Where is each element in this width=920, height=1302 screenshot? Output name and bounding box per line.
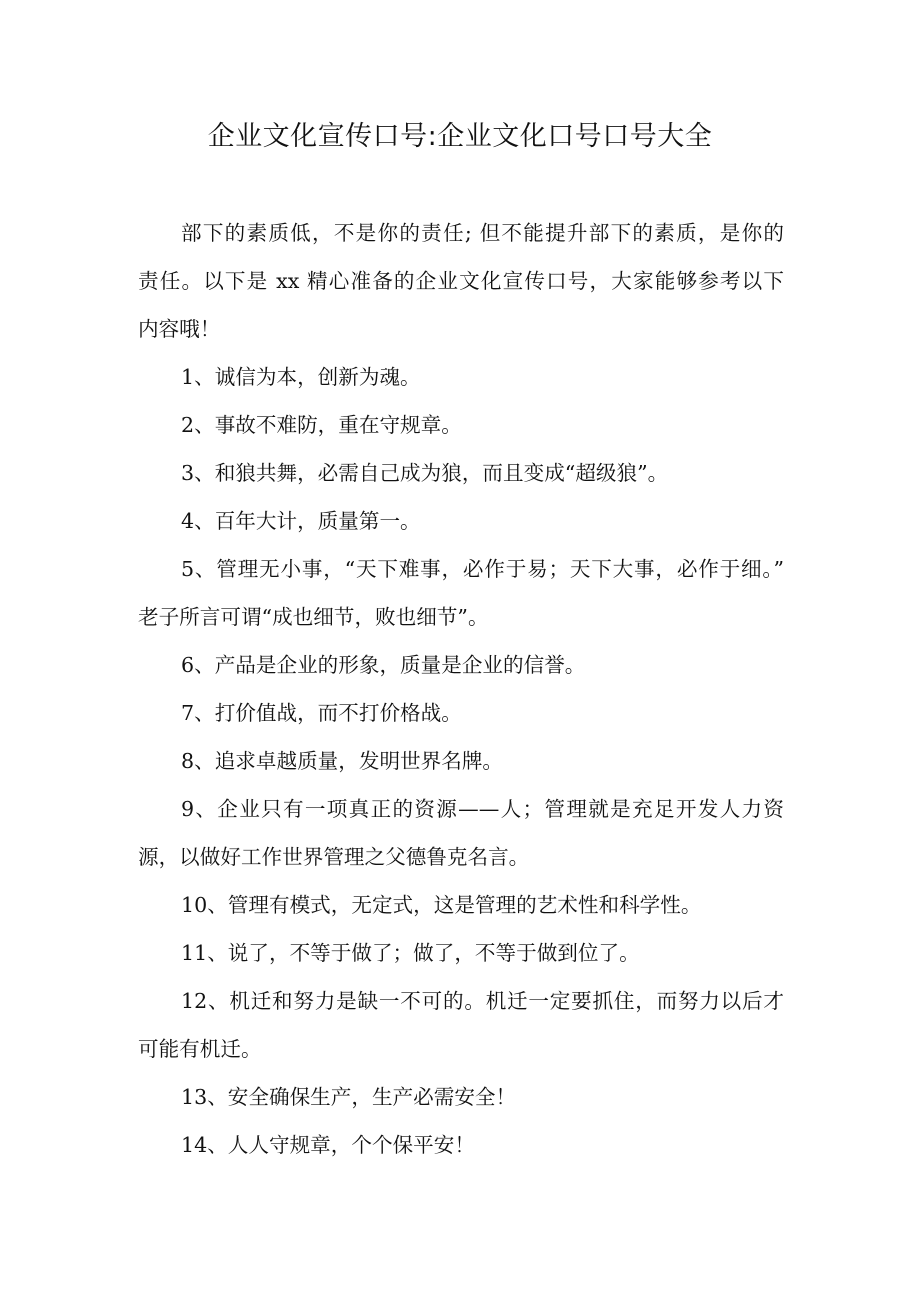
document-title: 企业文化宣传口号:企业文化口号口号大全 [207,121,713,152]
text-line: 13、安全确保生产，生产必需安全！ [181,1085,517,1109]
text-line: 可能有机迁。 [138,1037,262,1061]
slogan-item [138,689,784,737]
text-line: 部下的素质低，不是你的责任; 但不能提升部下的素质，是你的 [181,221,784,245]
text-line: 5、管理无小事，“天下难事，必作于易；天下大事，必作于细。” [181,557,784,581]
slogan-item [138,497,784,545]
text-line: 14、人人守规章，个个保平安！ [181,1133,475,1157]
document-body [138,209,784,1169]
text-line: 10、管理有模式，无定式，这是管理的艺术性和科学性。 [181,893,702,917]
slogan-item [138,929,784,977]
text-line: 6、产品是企业的形象，质量是企业的信誉。 [181,653,586,677]
slogan-item [138,1073,784,1121]
text-line: 责任。以下是 xx 精心准备的企业文化宣传口号，大家能够参考以下 [138,269,784,293]
text-line: 源，以做好工作世界管理之父德鲁克名言。 [138,845,530,869]
slogan-item [138,881,784,929]
text-line: 1、诚信为本，创新为魂。 [181,365,421,389]
text-line: 4、百年大计，质量第一。 [181,509,421,533]
text-line: 内容哦！ [138,317,221,341]
text-line: 2、事故不难防，重在守规章。 [181,413,462,437]
intro-paragraph [138,209,784,353]
slogan-item [138,1121,784,1169]
text-line: 9、企业只有一项真正的资源——人；管理就是充足开发人力资 [181,797,784,821]
text-line: 老子所言可谓“成也细节，败也细节”。 [138,605,489,629]
slogan-item [138,737,784,785]
text-line: 3、和狼共舞，必需自己成为狼，而且变成“超级狼”。 [181,461,669,485]
text-line: 8、追求卓越质量，发明世界名牌。 [181,749,504,773]
text-line: 12、机迁和努力是缺一不可的。机迁一定要抓住，而努力以后才 [181,989,784,1013]
slogan-item [138,449,784,497]
slogan-item [138,545,784,641]
slogan-item [138,641,784,689]
slogan-item [138,401,784,449]
slogan-item [138,353,784,401]
text-line: 7、打价值战，而不打价格战。 [181,701,462,725]
slogan-item [138,977,784,1073]
slogan-item [138,785,784,881]
text-line: 11、说了，不等于做了；做了，不等于做到位了。 [181,941,640,965]
